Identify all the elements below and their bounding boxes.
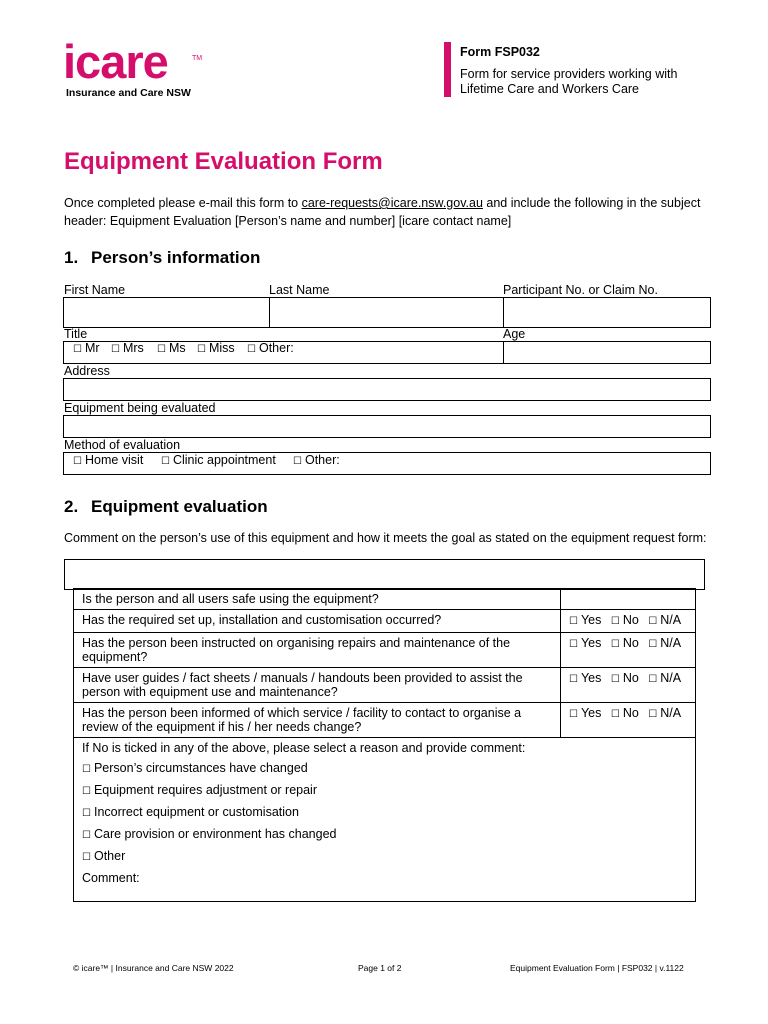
answer-yes: Yes bbox=[580, 671, 602, 685]
logo-trademark: TM bbox=[192, 55, 203, 62]
title-option-mrs[interactable]: ☐ Mrs bbox=[111, 341, 144, 355]
list-item[interactable]: ☐ Person’s circumstances have changed bbox=[82, 761, 308, 775]
last-name-label: Last Name bbox=[269, 283, 330, 297]
address-field[interactable] bbox=[63, 378, 711, 401]
answer-na: N/A bbox=[660, 613, 682, 627]
list-item[interactable]: ☐ Incorrect equipment or customisation bbox=[82, 805, 299, 819]
checkbox-icon[interactable]: ☐ bbox=[569, 616, 578, 627]
table-row bbox=[74, 589, 696, 610]
checkbox-icon[interactable]: ☐ bbox=[648, 639, 658, 650]
logo-tagline: Insurance and Care NSW bbox=[66, 87, 191, 99]
email-link[interactable]: care-requests@icare.nsw.gov.au bbox=[301, 196, 483, 210]
checkbox-icon: ☐ bbox=[73, 456, 82, 467]
answer-no: No bbox=[622, 706, 639, 720]
checkbox-icon: ☐ bbox=[82, 852, 91, 863]
checkbox-icon: ☐ bbox=[111, 344, 120, 355]
question-1: Is the person and all users safe using the equipment? bbox=[74, 589, 561, 610]
form-id: Form FSP032 bbox=[460, 45, 540, 59]
answer-na: N/A bbox=[660, 706, 682, 720]
address-label: Address bbox=[64, 364, 110, 378]
answer-cell-4 bbox=[561, 668, 696, 703]
answer-cell-5 bbox=[561, 703, 696, 738]
checkbox-icon: ☐ bbox=[157, 344, 166, 355]
icare-logo: icare bbox=[63, 35, 168, 88]
footer-page-number: Page 1 of 2 bbox=[358, 963, 402, 973]
question-2: Has the required set up, installation and customisation occurred? bbox=[74, 610, 561, 633]
first-name-field[interactable] bbox=[63, 297, 270, 328]
answer-cell-2 bbox=[561, 610, 696, 633]
answer-yes: Yes bbox=[580, 613, 602, 627]
checkbox-icon: ☐ bbox=[82, 764, 91, 775]
title-option-mr[interactable]: ☐ Mr bbox=[73, 341, 100, 355]
checkbox-icon[interactable]: ☐ bbox=[610, 674, 620, 685]
reasons-cell bbox=[74, 738, 696, 902]
answer-no: No bbox=[622, 671, 639, 685]
form-accent-bar bbox=[444, 42, 451, 97]
participant-no-label: Participant No. or Claim No. bbox=[503, 283, 658, 297]
method-option-other[interactable]: ☐ Other: bbox=[293, 453, 340, 467]
page-title: Equipment Evaluation Form bbox=[64, 148, 383, 175]
title-option-other[interactable]: ☐ Other: bbox=[247, 341, 294, 355]
evaluation-table bbox=[73, 588, 696, 902]
answer-na: N/A bbox=[660, 636, 682, 650]
answer-yes: Yes bbox=[580, 636, 602, 650]
equipment-label: Equipment being evaluated bbox=[64, 401, 216, 415]
first-name-label: First Name bbox=[64, 283, 126, 297]
comment-label[interactable]: Comment: bbox=[82, 871, 140, 885]
title-label: Title bbox=[64, 327, 88, 341]
checkbox-icon: ☐ bbox=[197, 344, 206, 355]
question-4: Have user guides / fact sheets / manuals / handouts been provided to assist the person with equipment use and maintenance? bbox=[74, 668, 561, 703]
intro-after: and include the following in the subject header: Equipment Evaluation [Person’s name and number] [icare contact name] bbox=[64, 196, 701, 228]
checkbox-icon[interactable]: ☐ bbox=[610, 709, 620, 720]
answer-no: No bbox=[622, 636, 639, 650]
answer-no: No bbox=[622, 613, 639, 627]
intro-text bbox=[64, 194, 714, 230]
method-option-clinic[interactable]: ☐ Clinic appointment bbox=[161, 453, 276, 467]
footer-form-ref: Equipment Evaluation Form | FSP032 | v.1122 bbox=[510, 963, 684, 973]
checkbox-icon: ☐ bbox=[82, 808, 91, 819]
last-name-field[interactable] bbox=[269, 297, 504, 328]
footer-copyright: © icare™ | Insurance and Care NSW 2022 bbox=[73, 963, 234, 973]
section-2-heading bbox=[64, 497, 268, 517]
checkbox-icon[interactable]: ☐ bbox=[610, 639, 620, 650]
comment-prompt: Comment on the person’s use of this equipment and how it meets the goal as stated on the equipment request form: bbox=[64, 531, 707, 545]
section-1-title: Person’s information bbox=[91, 248, 261, 267]
table-row bbox=[74, 633, 696, 668]
list-item[interactable]: ☐ Other bbox=[82, 849, 126, 863]
section-2-number: 2. bbox=[64, 497, 79, 516]
no-reason-prompt: If No is ticked in any of the above, please select a reason and provide comment: bbox=[82, 741, 526, 755]
age-label: Age bbox=[503, 327, 526, 341]
question-5: Has the person been informed of which service / facility to contact to organise a review of the equipment if his / her needs change? bbox=[74, 703, 561, 738]
age-field[interactable] bbox=[503, 341, 711, 364]
checkbox-icon[interactable]: ☐ bbox=[610, 616, 620, 627]
question-3: Has the person been instructed on organising repairs and maintenance of the equipment? bbox=[74, 633, 561, 668]
reason-list bbox=[82, 761, 689, 871]
list-item[interactable]: ☐ Equipment requires adjustment or repair bbox=[82, 783, 317, 797]
answer-yes: Yes bbox=[580, 706, 602, 720]
list-item[interactable]: ☐ Care provision or environment has changed bbox=[82, 827, 337, 841]
checkbox-icon: ☐ bbox=[73, 344, 82, 355]
checkbox-icon: ☐ bbox=[293, 456, 302, 467]
table-row bbox=[74, 610, 696, 633]
section-1-heading bbox=[64, 248, 260, 268]
checkbox-icon[interactable]: ☐ bbox=[569, 674, 578, 685]
checkbox-icon[interactable]: ☐ bbox=[648, 709, 658, 720]
checkbox-icon[interactable]: ☐ bbox=[569, 709, 578, 720]
title-option-ms[interactable]: ☐ Ms bbox=[157, 341, 186, 355]
comment-field[interactable] bbox=[64, 559, 705, 590]
title-option-miss[interactable]: ☐ Miss bbox=[197, 341, 235, 355]
checkbox-icon: ☐ bbox=[82, 830, 91, 841]
table-row bbox=[74, 738, 696, 902]
answer-cell-3 bbox=[561, 633, 696, 668]
section-2-title: Equipment evaluation bbox=[91, 497, 268, 516]
answer-na: N/A bbox=[660, 671, 682, 685]
form-description: Form for service providers working with Lifetime Care and Workers Care bbox=[460, 67, 678, 96]
checkbox-icon[interactable]: ☐ bbox=[648, 616, 658, 627]
checkbox-icon: ☐ bbox=[161, 456, 170, 467]
table-row bbox=[74, 668, 696, 703]
section-1-number: 1. bbox=[64, 248, 79, 267]
intro-before: Once completed please e-mail this form to bbox=[64, 196, 302, 210]
table-row bbox=[74, 703, 696, 738]
checkbox-icon[interactable]: ☐ bbox=[648, 674, 658, 685]
equipment-field[interactable] bbox=[63, 415, 711, 438]
checkbox-icon[interactable]: ☐ bbox=[569, 639, 578, 650]
method-label: Method of evaluation bbox=[64, 438, 181, 452]
checkbox-icon: ☐ bbox=[247, 344, 256, 355]
answer-cell-1[interactable] bbox=[561, 589, 696, 610]
method-option-home-visit[interactable]: ☐ Home visit bbox=[73, 453, 144, 467]
participant-no-field[interactable] bbox=[503, 297, 711, 328]
checkbox-icon: ☐ bbox=[82, 786, 91, 797]
